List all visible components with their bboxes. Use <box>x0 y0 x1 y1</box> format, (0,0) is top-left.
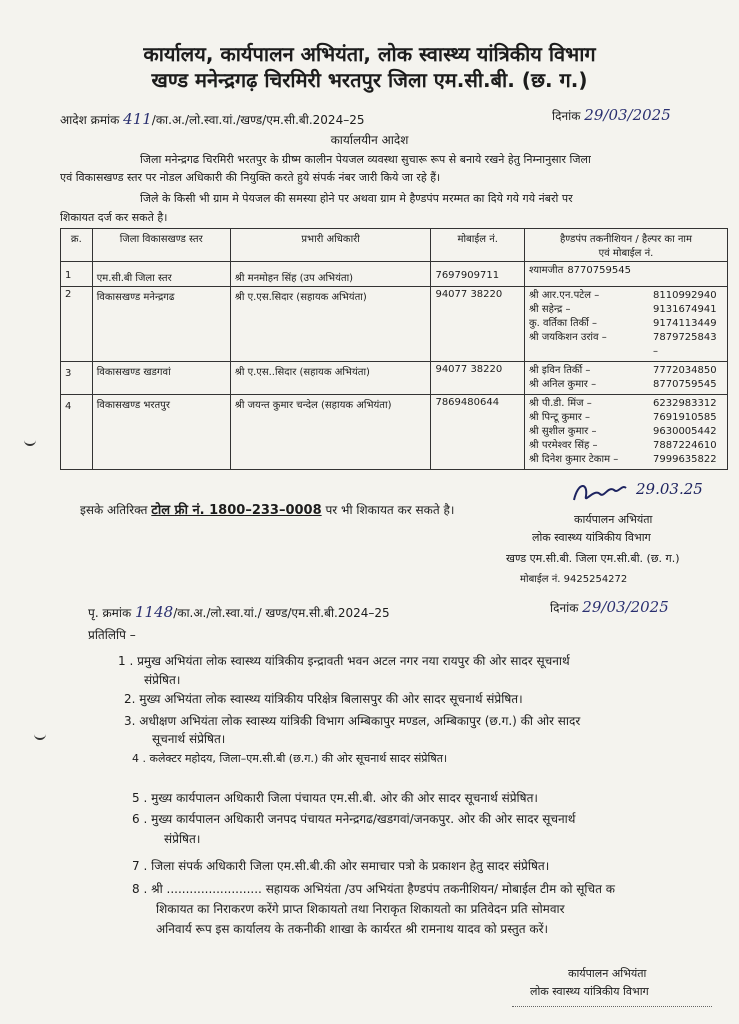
table-row <box>61 262 728 287</box>
signature-date: 29.03.25 <box>636 480 703 498</box>
sign1-mobile: मोबाईल नं. 9425254272 <box>520 574 628 585</box>
copy-item-text: मुख्य कार्यपालन अधिकारी जनपद पंचायत मनेन्द्रगढ/खडगवां/जनकपुर. ओर की ओर सादर सूचनार्थ <box>151 812 576 826</box>
copy-item-continuation: अनिवार्य रूप इस कार्यालय के तकनीकी शाखा के कार्यरत श्री रामनाथ यादव को प्रस्तुत करें। <box>156 922 549 936</box>
copy-item-continuation: सूचनार्थ संप्रेषित। <box>152 732 226 746</box>
sign1-dept: लोक स्वास्थ्य यांत्रिकीय विभाग <box>532 531 651 544</box>
row-mobile: 7869480644 <box>431 395 525 470</box>
endorsement-date: 29/03/2025 <box>582 598 669 616</box>
row-level: विकासखण्ड मनेन्द्रगढ <box>92 287 230 362</box>
row-mobile: 7697909711 <box>431 262 525 287</box>
row-serial: 4 <box>61 395 93 470</box>
copy-item-number: 7 . <box>132 859 148 873</box>
copy-item-text: श्री ......................... सहायक अभियंता /उप अभियंता हैण्डपंप तकनीशियन/ मोबाईल टीम को सूचित क <box>151 882 615 896</box>
tollfree-number: टोल फ्री नं. 1800–233–0008 <box>151 503 322 518</box>
copy-item-continuation: शिकायत का निराकरण करेंगे प्राप्त शिकायतो तथा निराकृत शिकायतो का प्रतिवेदन प्रति सोमवार <box>156 902 565 916</box>
sign1-division: खण्ड एम.सी.बी. जिला एम.सी.बी. (छ. ग.) <box>506 552 680 565</box>
sign1-designation: कार्यपालन अभियंता <box>574 513 653 526</box>
tech-phone: 9174113449 <box>653 318 717 329</box>
copy-item-text: मुख्य अभियंता लोक स्वास्थ्य यांत्रिकीय परिक्षेत्र बिलासपुर की ओर सादर सूचनार्थ संप्रेषित। <box>139 692 523 706</box>
order-title: कार्यालयीन आदेश <box>330 133 409 147</box>
copy-item <box>124 712 580 729</box>
copy-item-continuation: संप्रेषित। <box>164 832 201 846</box>
row-officer: श्री मनमोहन सिंह (उप अभियंता) <box>230 262 431 287</box>
punch-mark <box>24 436 36 446</box>
row-mobile: 94077 38220 <box>431 362 525 395</box>
tech-phone: 8770759545 <box>653 379 717 390</box>
order-ref: /का.अ./लो.स्वा.यां./खण्ड/एम.सी.बी.2024–25 <box>151 113 365 127</box>
office-title: कार्यालय, कार्यपालन अभियंता, लोक स्वास्थ्य यांत्रिकीय विभाग <box>143 42 596 66</box>
order-date-label: दिनांक <box>552 109 581 123</box>
copy-item-number: 1 . <box>118 654 134 668</box>
order-para1-line2: एवं विकासखण्ड स्तर पर नोडल अधिकारी की नियुक्ति करते हुये संपर्क नंबर जारी किये जा रहे हैं। <box>60 171 441 184</box>
tollfree-prefix: इसके अतिरिक्त <box>80 503 148 517</box>
copy-item-number: 5 . <box>132 791 148 805</box>
endorsement-date-line <box>550 598 669 616</box>
tech-phone: 7691910585 <box>653 412 717 423</box>
order-para1-line1: जिला मनेन्द्रगढ चिरमिरी भरतपुर के ग्रीष्म कालीन पेयजल व्यवस्था सुचारू रूप से बनाये रखने हेतु निम्नानुसार जिला <box>140 153 591 166</box>
table-row <box>61 395 728 470</box>
tech-phone: 7999635822 <box>653 454 717 465</box>
tech-phone: 9131674941 <box>653 304 717 315</box>
order-label: आदेश क्रमांक <box>60 113 120 127</box>
endorsement-number-line <box>88 603 390 621</box>
tech-phone: 6232983312 <box>653 398 717 409</box>
table-row <box>61 287 728 362</box>
order-para2-line2: शिकायत दर्ज कर सकते है। <box>60 211 168 224</box>
row-level: विकासखण्ड खडगवां <box>92 362 230 395</box>
copy-item-number: 3. <box>124 714 136 728</box>
tech-name: श्री इविन तिर्की – <box>528 365 591 376</box>
tech-phone: 8770759545 <box>567 265 631 276</box>
col-serial: क्र. <box>61 229 93 262</box>
order-date: 29/03/2025 <box>584 106 671 124</box>
tollfree-suffix: पर भी शिकायत कर सकते है। <box>325 503 455 517</box>
division-title: खण्ड मनेन्द्रगढ़ चिरमिरी भरतपुर जिला एम.सी.बी. (छ. ग.) <box>151 68 588 92</box>
copy-item-text: मुख्य कार्यपालन अधिकारी जिला पंचायत एम.सी.बी. ओर की ओर सादर सूचनार्थ संप्रेषित। <box>151 791 538 805</box>
copy-item-text: प्रमुख अभियंता लोक स्वास्थ्य यांत्रिकीय इन्द्रावती भवन अटल नगर नया रायपुर की ओर सादर सूचनार्थ <box>137 654 570 668</box>
copy-item <box>132 857 549 874</box>
endorsement-label: पृ. क्रमांक <box>88 606 132 620</box>
copy-item-text: जिला संपर्क अधिकारी जिला एम.सी.बी.की ओर समाचार पत्रो के प्रकाशन हेतु सादर संप्रेषित। <box>151 859 550 873</box>
row-officer: श्री ए.एस..सिदार (सहायक अभियंता) <box>230 362 431 395</box>
endorsement-number: 1148 <box>135 603 174 621</box>
order-date-line <box>552 106 671 124</box>
tech-phone: 9630005442 <box>653 426 717 437</box>
copy-item-text: अधीक्षण अभियंता लोक स्वास्थ्य यांत्रिकी विभाग अम्बिकापुर मण्डल, अम्बिकापुर (छ.ग.) की ओर सादर <box>139 714 581 728</box>
copy-item <box>132 789 538 806</box>
signature-scribble <box>570 478 630 508</box>
row-level: विकासखण्ड भरतपुर <box>92 395 230 470</box>
row-serial: 3 <box>61 362 93 395</box>
copy-item <box>118 652 570 669</box>
col-officer: प्रभारी अधिकारी <box>230 229 431 262</box>
tech-phone: 7879725843 – <box>653 332 717 357</box>
tech-name: श्री पिन्टू कुमार – <box>528 412 590 423</box>
order-number-line <box>60 110 364 128</box>
col-technician-line1: हैण्डपंप तकनीशियन / हैल्पर का नाम <box>559 234 693 245</box>
copy-item <box>132 751 447 766</box>
tech-name: श्री अनिल कुमार – <box>528 379 597 390</box>
col-technician <box>524 229 727 262</box>
col-level: जिला विकासखण्ड स्तर <box>92 229 230 262</box>
row-level: एम.सी.बी जिला स्तर <box>92 262 230 287</box>
row-officer: श्री ए.एस.सिदार (सहायक अभियंता) <box>230 287 431 362</box>
tech-name: कु. वर्तिका तिर्की – <box>528 318 598 329</box>
tech-name: श्री जयकिशन उरांव – <box>528 332 607 343</box>
copy-item <box>124 690 523 707</box>
col-mobile: मोबाईल नं. <box>431 229 525 262</box>
table-header-row <box>61 229 728 262</box>
copy-label: प्रतिलिपि – <box>88 628 136 642</box>
tech-name: श्री सुशील कुमार – <box>528 426 597 437</box>
col-technician-line2: एवं मोबाईल नं. <box>598 248 654 259</box>
table-row <box>61 362 728 395</box>
row-serial: 2 <box>61 287 93 362</box>
tech-phone: 8110992940 <box>653 290 717 301</box>
row-technicians <box>524 287 727 362</box>
punch-mark <box>34 730 46 740</box>
row-officer: श्री जयन्त कुमार चन्देल (सहायक अभियंता) <box>230 395 431 470</box>
endorsement-ref: /का.अ./लो.स्वा.यां./ खण्ड/एम.सी.बी.2024–25 <box>173 606 390 620</box>
tech-name: श्री पी.डी. मिंज – <box>528 398 592 409</box>
row-mobile: 94077 38220 <box>431 287 525 362</box>
tech-phone: 7887224610 <box>653 440 717 451</box>
sign2-designation: कार्यपालन अभियंता <box>568 967 647 980</box>
copy-item-continuation: संप्रेषित। <box>144 673 181 687</box>
copy-item-number: 4 . <box>132 752 146 765</box>
cut-off-line <box>512 1006 712 1013</box>
endorsement-date-label: दिनांक <box>550 601 579 615</box>
row-technicians <box>524 362 727 395</box>
copy-item-number: 2. <box>124 692 136 706</box>
copy-item-number: 8 . <box>132 882 148 896</box>
tech-name: श्री आर.एन.पटेल – <box>528 290 600 301</box>
row-serial: 1 <box>61 262 93 287</box>
copy-item-number: 6 . <box>132 812 148 826</box>
tech-name: श्री सहेन्द्र – <box>528 304 571 315</box>
tech-phone: 7772034850 <box>653 365 717 376</box>
copy-item-text: कलेक्टर महोदय, जिला–एम.सी.बी (छ.ग.) की ओर सूचनार्थ सादर संप्रेषित। <box>149 752 448 765</box>
row-technicians <box>524 395 727 470</box>
copy-item <box>132 810 575 827</box>
nodal-officer-table <box>60 228 728 470</box>
row-technicians <box>524 262 727 287</box>
tech-name: श्री परमेश्वर सिंह – <box>528 440 598 451</box>
copy-item <box>132 880 615 897</box>
tech-name: श्यामजीत <box>528 265 564 276</box>
tollfree-line <box>80 500 454 518</box>
order-number: 411 <box>123 110 152 128</box>
order-para2-line1: जिले के किसी भी ग्राम मे पेयजल की समस्या होने पर अथवा ग्राम मे हैण्डपंप मरम्मत का दिये गये गये नंबरो पर <box>140 192 573 205</box>
tech-name: श्री दिनेश कुमार टेकाम – <box>528 454 619 465</box>
sign2-dept: लोक स्वास्थ्य यांत्रिकीय विभाग <box>530 985 649 998</box>
